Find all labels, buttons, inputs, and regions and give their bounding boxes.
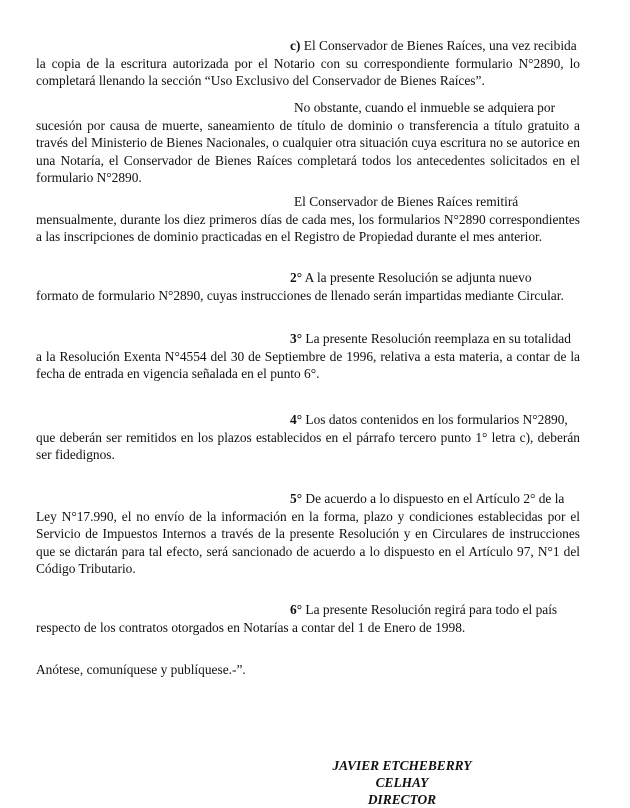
paragraph-remitira (36, 193, 580, 246)
paragraph-line: Notaría, el Conservador de Bienes Raíces completará todos los antecedentes solicitados en el (60, 152, 580, 168)
item-number-3: 3° (290, 331, 303, 346)
signatory-title: DIRECTOR (367, 792, 437, 807)
paragraph-5 (36, 490, 580, 578)
paragraph-line: Anótese, comuníquese y publíquese.-”. (36, 662, 246, 677)
item-letter-c: c) (290, 38, 301, 53)
paragraph-line: del Ministerio de Bienes Nacionales, o cualquier otra situación cuya escritura no se autorice en una (36, 135, 580, 168)
paragraph-line: El Conservador de Bienes Raíces, una vez recibida (303, 38, 577, 53)
paragraph-line: El Conservador de Bienes Raíces remitirá (294, 194, 519, 209)
signature-block (312, 757, 492, 808)
paragraph-2 (36, 269, 580, 304)
paragraph-line: Los datos contenidos en los formularios N°2890, (305, 412, 568, 427)
paragraph-line: la copia de la escritura autorizada por el Notario con su correspondiente formulario N°2890, lo (36, 55, 580, 71)
paragraph-3 (36, 330, 580, 383)
paragraph-line: formulario N°2890. (36, 170, 142, 186)
paragraph-line: completará llenando la sección “Uso Exclusivo del Conservador de Bienes Raíces”. (36, 73, 485, 89)
paragraph-line: se dictarán para tal efecto, será sancionado de acuerdo a lo dispuesto en el Artículo 97, N°1 del Código (36, 543, 580, 577)
paragraph-line: a la Resolución Exenta N°4554 del 30 de Septiembre de 1996, relativa a esta materia, a contar de la (36, 348, 580, 364)
paragraph-line: sucesión por causa de muerte, saneamiento de título de dominio o transferencia a título gratuito a través (36, 117, 580, 151)
paragraph-no-obstante (36, 99, 580, 187)
item-number-6: 6° (290, 602, 303, 617)
paragraph-line: Ley N°17.990, el no envío de la información en la forma, plazo y condiciones establecidas por el (36, 508, 580, 524)
item-number-5: 5° (290, 491, 303, 506)
paragraph-6 (36, 601, 580, 636)
paragraph-line: fidedignos. (54, 447, 115, 463)
paragraph-closing (36, 661, 580, 679)
paragraph-4 (36, 411, 580, 464)
paragraph-line: mensualmente, durante los diez primeros días de cada mes, los formularios N°2890 correspondientes a (36, 211, 580, 245)
paragraph-line: La presente Resolución regirá para todo el país (305, 602, 558, 617)
paragraph-line: formato de formulario N°2890, cuyas instrucciones de llenado serán impartidas mediante Circular. (36, 287, 564, 303)
item-number-4: 4° (290, 412, 303, 427)
signatory-name: JAVIER ETCHEBERRY CELHAY (332, 758, 472, 790)
paragraph-line: respecto de los contratos otorgados en Notarías a contar del 1 de Enero de 1998. (36, 619, 466, 635)
paragraph-line: La presente Resolución reemplaza en su totalidad (305, 331, 571, 346)
paragraph-line: A la presente Resolución se adjunta nuevo (304, 270, 532, 285)
paragraph-line: Tributario. (78, 561, 136, 577)
paragraph-line: fecha de entrada en vigencia señalada en el punto 6°. (36, 366, 320, 382)
paragraph-line: De acuerdo a lo dispuesto en el Artículo 2° de la (305, 491, 565, 506)
item-number-2: 2° (290, 270, 303, 285)
paragraph-line: que deberán ser remitidos en los plazos establecidos en el párrafo tercero punto 1° letra c), deberán ser (36, 429, 580, 463)
paragraph-c-conservador (36, 37, 580, 90)
paragraph-line: las inscripciones de dominio practicadas en el Registro de Propiedad durante el mes anterior. (45, 229, 543, 245)
paragraph-line: No obstante, cuando el inmueble se adquiera por (294, 100, 556, 115)
paragraph-line: Servicio de Impuestos Internos a través de la presente Resolución y en Circulares de instrucciones que (36, 526, 580, 559)
